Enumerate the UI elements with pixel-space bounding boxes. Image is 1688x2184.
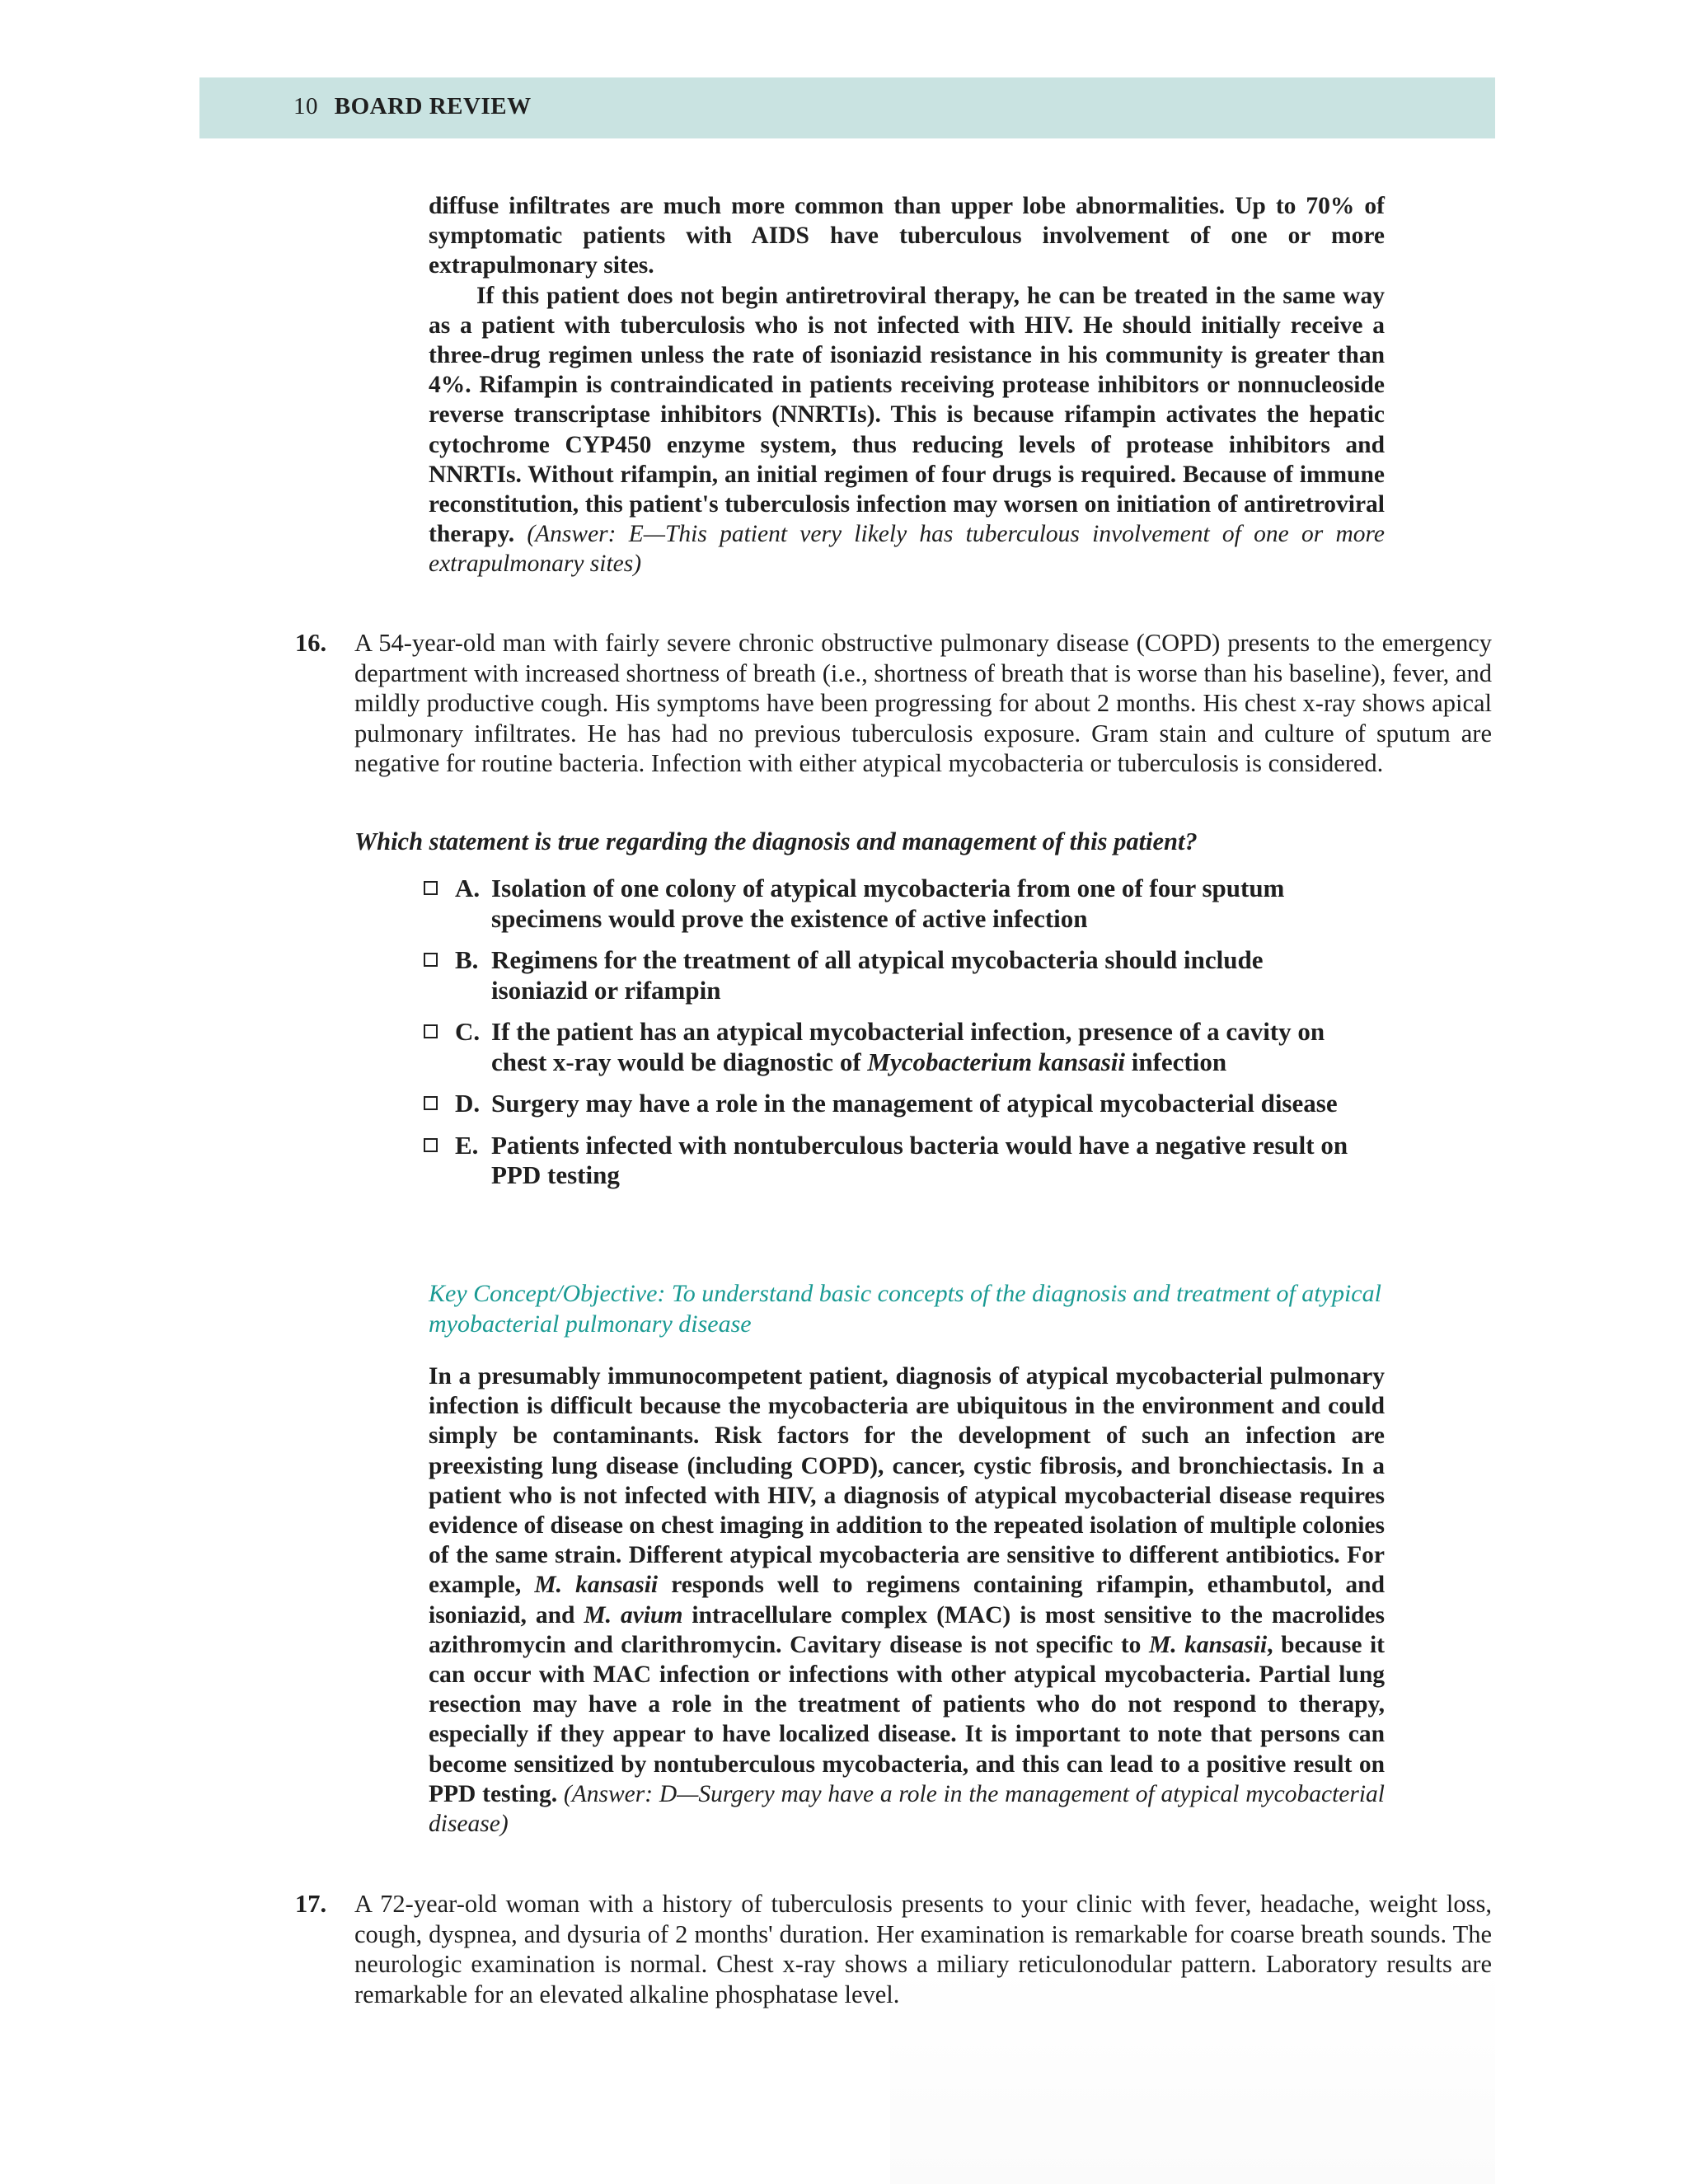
- question-stem: A 54-year-old man with fairly severe chronic obstructive pulmonary disease (COPD) presents to the emergency department with increased shortness of breath (i.e., shortness of breath that is worse than his baseline), fever, and mildly productive cough. His symptoms have been progressing for about 2 months. His chest x-ray shows apical pulmonary infiltrates. He has had no previous tuberculosis exposure. Gram stain and culture of sputum are negative for routine bacteria. Infection with either atypical mycobacteria or tuberculosis is considered.: [354, 629, 1492, 777]
- option-letter: D.: [455, 1089, 481, 1118]
- option-letter: B.: [455, 945, 479, 974]
- q16-explanation: [429, 1361, 1385, 1839]
- q15-answer-paragraph: diffuse infiltrates are much more common than upper lobe abnormalities. Up to 70% of symptomatic patients with AIDS have tuberculous involvement of one or more extrapulmonary sites.: [429, 193, 1385, 279]
- option-text: If the patient has an atypical mycobacterial infection, presence of a cavity on chest x-ray would be diagnostic of: [491, 1017, 1325, 1076]
- running-header: [293, 93, 532, 120]
- q15-answer-key: (Answer: E—This patient very likely has tuberculous involvement of one or more extrapulmonary sites): [429, 521, 1385, 578]
- question-stem: A 72-year-old woman with a history of tuberculosis presents to your clinic with fever, headache, weight loss, cough, dyspnea, and dysuria of 2 months' duration. Her examination is remarkable for coarse breath sounds. The neurologic examination is normal. Chest x-ray shows a miliary reticulonodular pattern. Laboratory results are remarkable for an elevated alkaline phosphatase level.: [354, 1890, 1492, 2008]
- option-a[interactable]: [424, 874, 1355, 934]
- question-number: 16.: [295, 629, 327, 657]
- checkbox-icon[interactable]: [424, 1138, 438, 1152]
- checkbox-icon[interactable]: [424, 1024, 438, 1038]
- q15-answer-paragraph-2: [429, 281, 1385, 579]
- explanation-text: responds well to regimens containing rifampin, ethambutol, and isoniazid, and: [429, 1572, 1385, 1629]
- option-letter: C.: [455, 1017, 481, 1046]
- checkbox-icon[interactable]: [424, 953, 438, 967]
- option-letter: A.: [455, 874, 481, 902]
- species-name: M. avium: [584, 1601, 683, 1629]
- key-concept: Key Concept/Objective: To understand basic concepts of the diagnosis and treatment of atypical myobacterial pulmonary disease: [429, 1280, 1381, 1338]
- explanation-text: , because it can occur with MAC infection or infections with other atypical mycobacteria. Partial lung resection may have a role in the treatment of patients who do not respond to therapy, especially if they appear to have localized disease. It is important to note that persons can become sensitized by nontuberculous mycobacteria, and this can lead to a positive result on PPD testing.: [429, 1631, 1385, 1807]
- option-text-italic: Mycobacterium kansasii: [867, 1047, 1125, 1076]
- checkbox-icon[interactable]: [424, 881, 438, 895]
- option-text-end: infection: [1124, 1047, 1227, 1076]
- option-d[interactable]: [424, 1089, 1355, 1119]
- option-text: Surgery may have a role in the management of atypical mycobacterial disease: [491, 1089, 1338, 1118]
- option-e[interactable]: [424, 1131, 1355, 1191]
- book-section-title: BOARD REVIEW: [334, 93, 532, 120]
- option-b[interactable]: [424, 945, 1355, 1005]
- explanation-text: intracellulare complex (MAC) is most sensitive to the macrolides azithromycin and clarithromycin. Cavitary disease is not specific to: [429, 1601, 1385, 1658]
- page-number: 10: [293, 93, 318, 120]
- checkbox-icon[interactable]: [424, 1096, 438, 1110]
- question-prompt: Which statement is true regarding the diagnosis and management of this patient?: [354, 827, 1198, 855]
- species-name: M. kansasii: [534, 1572, 659, 1599]
- option-text: Regimens for the treatment of all atypical mycobacteria should include isoniazid or rifampin: [491, 945, 1264, 1005]
- q15-answer-text: If this patient does not begin antiretroviral therapy, he can be treated in the same way as a patient with tuberculosis who is not infected with HIV. He should initially receive a three-drug regimen unless the rate of isoniazid resistance in his community is greater than 4%. Rifampin is contraindicated in patients receiving protease inhibitors or nonnucleoside reverse transcriptase inhibitors (NNRTIs). This is because rifampin activates the hepatic cytochrome CYP450 enzyme system, thus reducing levels of protease inhibitors and NNRTIs. Without rifampin, an initial regimen of four drugs is required. Because of immune reconstitution, this patient's tuberculosis infection may worsen on initiation of antiretroviral therapy.: [429, 282, 1385, 548]
- species-name: M. kansasii: [1148, 1631, 1268, 1658]
- option-c[interactable]: [424, 1017, 1355, 1077]
- question-number: 17.: [295, 1890, 327, 1918]
- option-text: Patients infected with nontuberculous bacteria would have a negative result on PPD testing: [491, 1130, 1348, 1189]
- explanation-paragraph: [429, 1361, 1385, 1839]
- question-17: [295, 1889, 1492, 2009]
- question-16: [295, 628, 1492, 779]
- q16-answer-key: (Answer: D—Surgery may have a role in the management of atypical mycobacterial disease): [429, 1780, 1386, 1838]
- explanation-text: In a presumably immunocompetent patient, diagnosis of atypical mycobacterial pulmonary infection is difficult because the mycobacteria are ubiquitous in the environment and could simply be contaminants. Risk factors for the development of such an infection are preexisting lung disease (including COPD), cancer, cystic fibrosis, and bronchiectasis. In a patient who is not infected with HIV, a diagnosis of atypical mycobacterial disease requires evidence of disease on chest imaging in addition to the repeated isolation of multiple colonies of the same strain. Different atypical mycobacteria are sensitive to different antibiotics. For example,: [429, 1363, 1385, 1599]
- q15-answer-block: [429, 191, 1385, 579]
- answer-options: [424, 874, 1355, 1202]
- option-letter: E.: [455, 1130, 479, 1160]
- option-text: Isolation of one colony of atypical mycobacteria from one of four sputum specimens would prove the existence of active infection: [491, 874, 1285, 933]
